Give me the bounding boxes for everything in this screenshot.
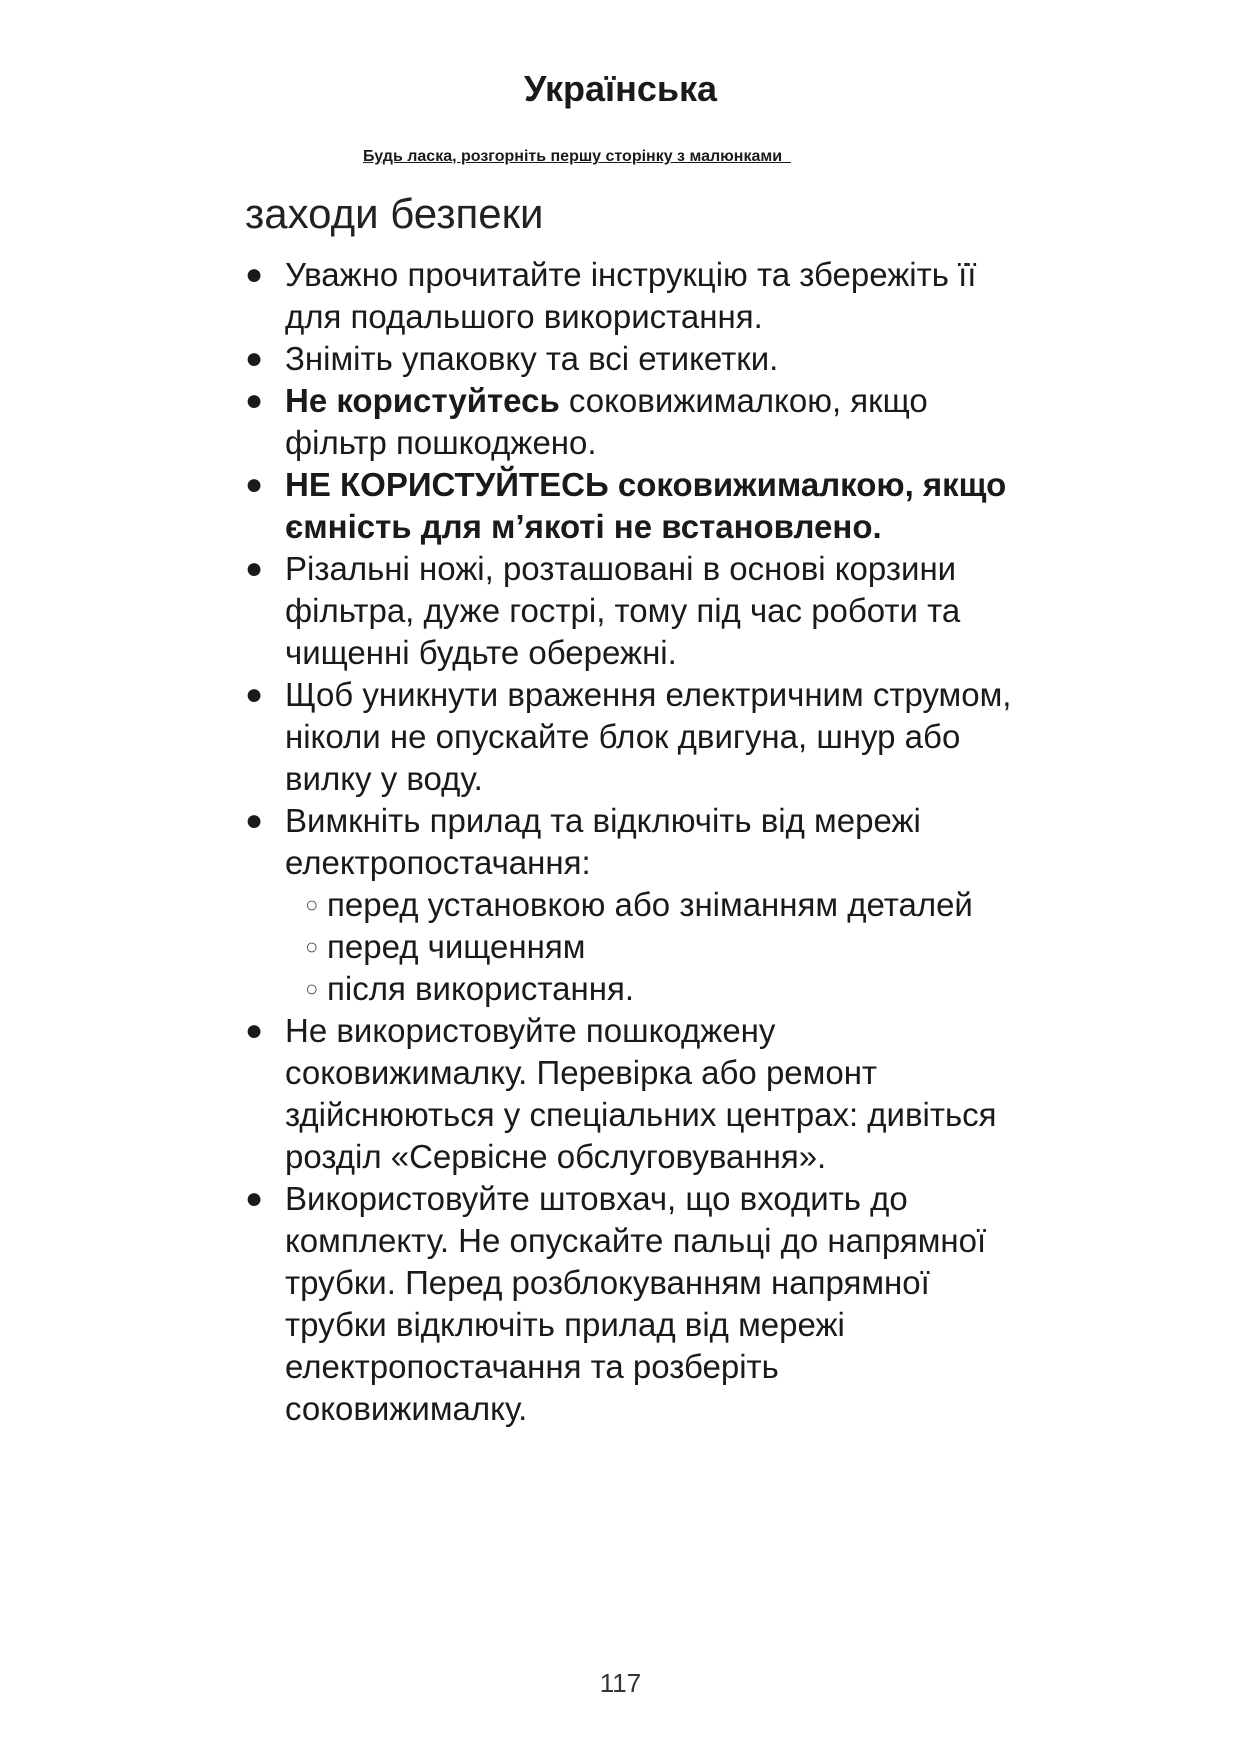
list-item [245,1178,1025,1430]
list-item [245,548,1025,674]
sub-list-item [305,968,1025,1010]
list-item [245,674,1025,800]
list-item [245,380,1025,464]
bullet-dot-icon: ● [245,678,264,711]
sub-list-item [305,926,1025,968]
list-item-text: Не використовуйте пошкоджену соковижималку. Перевірка або ремонт здійснюються у спеціальних центрах: дивіться розділ «Сервісне обслуговування». [285,1012,997,1175]
bullet-dot-icon: ● [245,552,264,585]
bullet-dot-icon: ● [245,384,264,417]
list-item-text-bold: НЕ КОРИСТУЙТЕСЬ соковижималкою, якщо ємність для м’якоті не встановлено. [285,466,1007,545]
list-item [245,254,1025,338]
section-heading: заходи безпеки [245,190,544,237]
list-item-text: Використовуйте штовхач, що входить до комплекту. Не опускайте пальці до напрямної трубки. Перед розблокуванням напрямної трубки відключіть прилад від мережі електропостачання та розберіть соковижималку. [285,1180,987,1427]
bullet-dot-icon: ● [245,342,264,375]
list-item-text-bold: Не користуйтесь [285,382,560,419]
list-item-text: Вимкніть прилад та відключіть від мережі електропостачання: [285,802,921,881]
bullet-dot-icon: ● [245,1014,264,1047]
sub-list-item-text: перед чищенням [327,928,586,965]
list-item [245,1010,1025,1178]
circle-bullet-icon: ○ [305,892,319,917]
circle-bullet-icon: ○ [305,976,319,1001]
page-number: 117 [599,1668,642,1698]
list-item-text: Зніміть упаковку та всі етикетки. [285,340,779,377]
sub-list-item [305,884,1025,926]
list-item [245,338,1025,380]
list-item-text: соковижималкою, якщо фільтр пошкоджено. [285,382,928,461]
list-item-text: Уважно прочитайте інструкцію та збережіть її для подальшого використання. [285,256,977,335]
subtitle-instruction: Будь ласка, розгорніть першу сторінку з малюнками [363,148,791,165]
sub-list-item-text: після використання. [327,970,634,1007]
list-item [245,464,1025,548]
bullet-dot-icon: ● [245,804,264,837]
page-title: Українська [523,68,718,109]
list-item-text: Щоб уникнути враження електричним струмом, ніколи не опускайте блок двигуна, шнур або вилку у воду. [285,676,1012,797]
sub-list [285,884,1025,1010]
sub-list-item-text: перед установкою або зніманням деталей [327,886,973,923]
safety-list [245,254,1025,1430]
circle-bullet-icon: ○ [305,934,319,959]
list-item [245,800,1025,1010]
bullet-dot-icon: ● [245,258,264,291]
list-item-text: Різальні ножі, розташовані в основі корзини фільтра, дуже гострі, тому під час роботи та чищенні будьте обережні. [285,550,961,671]
bullet-dot-icon: ● [245,468,264,501]
bullet-dot-icon: ● [245,1182,264,1215]
